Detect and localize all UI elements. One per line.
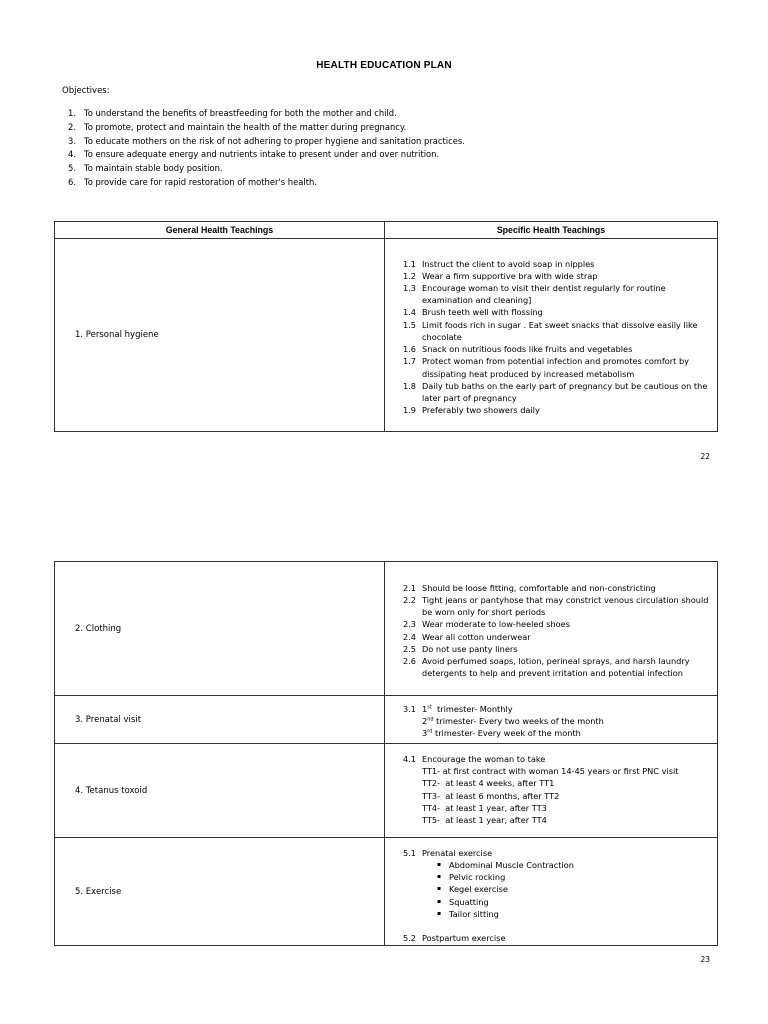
tetanus-schedule-line: TT1- at first contract with woman 14-45 years or first PNC visit [422,766,679,777]
item-text: Wear a firm supportive bra with wide strap [422,270,598,281]
objective-number: 2. [68,121,76,132]
item-number: 2.6 [403,655,417,666]
item-number: 5.1 [403,847,417,858]
item-number: 1.9 [403,405,417,416]
prenatal-line [403,715,713,727]
specific-exercise [385,838,718,946]
objective-text: To ensure adequate energy and nutrients intake to present under and over nutrition. [84,149,440,160]
item-number: 1.1 [403,258,417,269]
objectives-list [68,107,465,190]
item-number [403,727,422,739]
health-teaching-table-continued [54,561,718,946]
general-tetanus-toxoid: 4. Tetanus toxoid [55,744,385,838]
item-number: 1.6 [403,344,417,355]
prenatal-line [403,703,713,715]
list-item [403,643,713,655]
objective-item [68,148,465,162]
ordinal: 2 [422,715,428,726]
header-general: General Health Teachings [55,222,385,239]
page-number: 23 [700,955,710,964]
item-text: Tight jeans or pantyhose that may constrict venous circulation should be worn only for short periods [422,594,709,618]
objective-item [68,162,465,176]
page-23 [0,470,768,1024]
list-item [403,319,713,343]
general-personal-hygiene: 1. Personal hygiene [55,239,385,432]
item-number: 1.4 [403,307,417,318]
objectives-label: Objectives: [62,86,110,96]
item-text: Instruct the client to avoid soap in nipples [422,258,595,269]
ordinal: 1 [422,703,428,714]
exercise-bullet [403,908,713,920]
bullet-icon: ▪ [437,885,442,893]
list-item [403,582,713,594]
objective-text: To educate mothers on the risk of not adhering to proper hygiene and sanitation practices. [84,135,465,146]
item-number: 2.2 [403,594,417,605]
ordinal-suffix: rd [427,728,433,735]
trimester-text: trimester- Every week of the month [432,728,581,739]
tetanus-schedule-line: TT5- at least 1 year, after TT4 [422,814,547,825]
list-item [403,306,713,318]
objective-text: To promote, protect and maintain the health of the matter during pregnancy. [84,121,407,132]
objective-item [68,135,465,149]
item-text [422,727,713,739]
list-item [403,355,713,379]
objective-number: 1. [68,108,76,118]
item-number: 1.8 [403,380,417,391]
item-text: Encourage woman to visit their dentist regularly for routine examination and cleaning] [422,283,666,306]
trimester-text: trimester- Monthly [431,703,513,714]
ordinal-suffix: st [427,703,432,710]
document-title: HEALTH EDUCATION PLAN [316,60,452,71]
item-number: 3.1 [403,703,417,714]
prenatal-line [403,727,713,739]
item-text: Brush teeth well with flossing [422,307,543,318]
objective-text: To provide care for rapid restoration of mother's health. [84,176,317,187]
objective-item [68,121,465,135]
item-text: Avoid perfumed soaps, lotion, perineal sprays, and harsh laundry detergents to help and prevent irritation and potential infection [422,655,690,679]
item-text: Limit foods rich in sugar . Eat sweet snacks that dissolve easily like chocolate [422,319,698,342]
objective-text: To maintain stable body position. [84,163,223,174]
item-number: 5.2 [403,933,417,943]
exercise-bullet [403,871,713,883]
tetanus-schedule-line: TT2- at least 4 weeks, after TT1 [422,778,555,789]
bullet-icon: ▪ [437,909,442,917]
item-text [422,715,713,727]
item-number: 1.2 [403,270,417,281]
general-exercise: 5. Exercise [55,838,385,946]
objective-number: 3. [68,135,76,146]
bullet-text: Abdominal Muscle Contraction [449,859,574,870]
objective-number: 4. [68,149,76,160]
item-text: Protect woman from potential infection and promotes comfort by dissipating heat produced by increased metabolism [422,356,689,379]
bullet-text: Squatting [449,896,489,907]
objective-text: To understand the benefits of breastfeeding for both the mother and child. [84,108,397,118]
exercise-bullet [403,859,713,871]
bullet-icon: ▪ [437,873,442,881]
item-text [422,703,713,715]
ordinal: 3 [422,728,428,739]
item-text: Do not use panty liners [422,643,518,654]
list-item [403,258,713,270]
bullet-icon: ▪ [437,897,442,905]
list-item [403,282,713,306]
objective-number: 5. [68,163,76,174]
general-prenatal-visit: 3. Prenatal visit [55,696,385,744]
tetanus-schedule-line: TT3- at least 6 months, after TT2 [422,790,560,801]
item-text: Postpartum exercise [422,933,506,943]
list-item [403,270,713,282]
list-item [403,343,713,355]
item-text: Wear moderate to low-heeled shoes [422,619,570,630]
item-number: 2.3 [403,619,417,630]
item-number: 1.7 [403,356,417,367]
list-item [403,594,713,618]
objective-item [68,176,465,190]
ordinal-suffix: nd [427,716,434,723]
specific-personal-hygiene [385,239,718,432]
list-item [403,631,713,643]
item-number [403,715,422,727]
list-item [403,404,713,416]
item-text: Encourage the woman to take [422,753,546,764]
list-item [403,618,713,630]
general-clothing: 2. Clothing [55,562,385,696]
specific-clothing [385,562,718,696]
item-number: 1.3 [403,283,417,294]
item-number: 1.5 [403,319,417,330]
item-number: 2.4 [403,631,417,642]
page-number: 22 [700,452,710,461]
objective-item [68,107,465,121]
specific-prenatal-visit [385,696,718,744]
item-number: 2.1 [403,582,417,593]
bullet-text: Pelvic rocking [449,872,506,883]
bullet-text: Kegel exercise [449,884,508,895]
item-text: Wear all cotton underwear [422,631,531,642]
item-text: Prenatal exercise [422,847,493,858]
item-text: Should be loose fitting, comfortable and non-constricting [422,582,656,593]
item-text: Preferably two showers daily [422,405,540,416]
page-22 [0,0,768,470]
item-text: Snack on nutritious foods like fruits and vegetables [422,344,633,355]
bullet-text: Tailor sitting [449,908,499,919]
item-number: 4.1 [403,753,417,764]
tetanus-schedule-line: TT4- at least 1 year, after TT3 [422,802,547,813]
trimester-text: trimester- Every two weeks of the month [433,715,604,726]
list-item [403,380,713,404]
exercise-bullet [403,896,713,908]
objective-number: 6. [68,176,76,187]
list-item [403,655,713,679]
specific-tetanus-toxoid [385,744,718,838]
item-number: 2.5 [403,643,417,654]
bullet-icon: ▪ [437,860,442,868]
exercise-bullet [403,883,713,895]
item-text: Daily tub baths on the early part of pregnancy but be cautious on the later part of pregnancy [422,380,708,403]
header-specific: Specific Health Teachings [385,222,718,239]
health-teaching-table [54,221,718,432]
